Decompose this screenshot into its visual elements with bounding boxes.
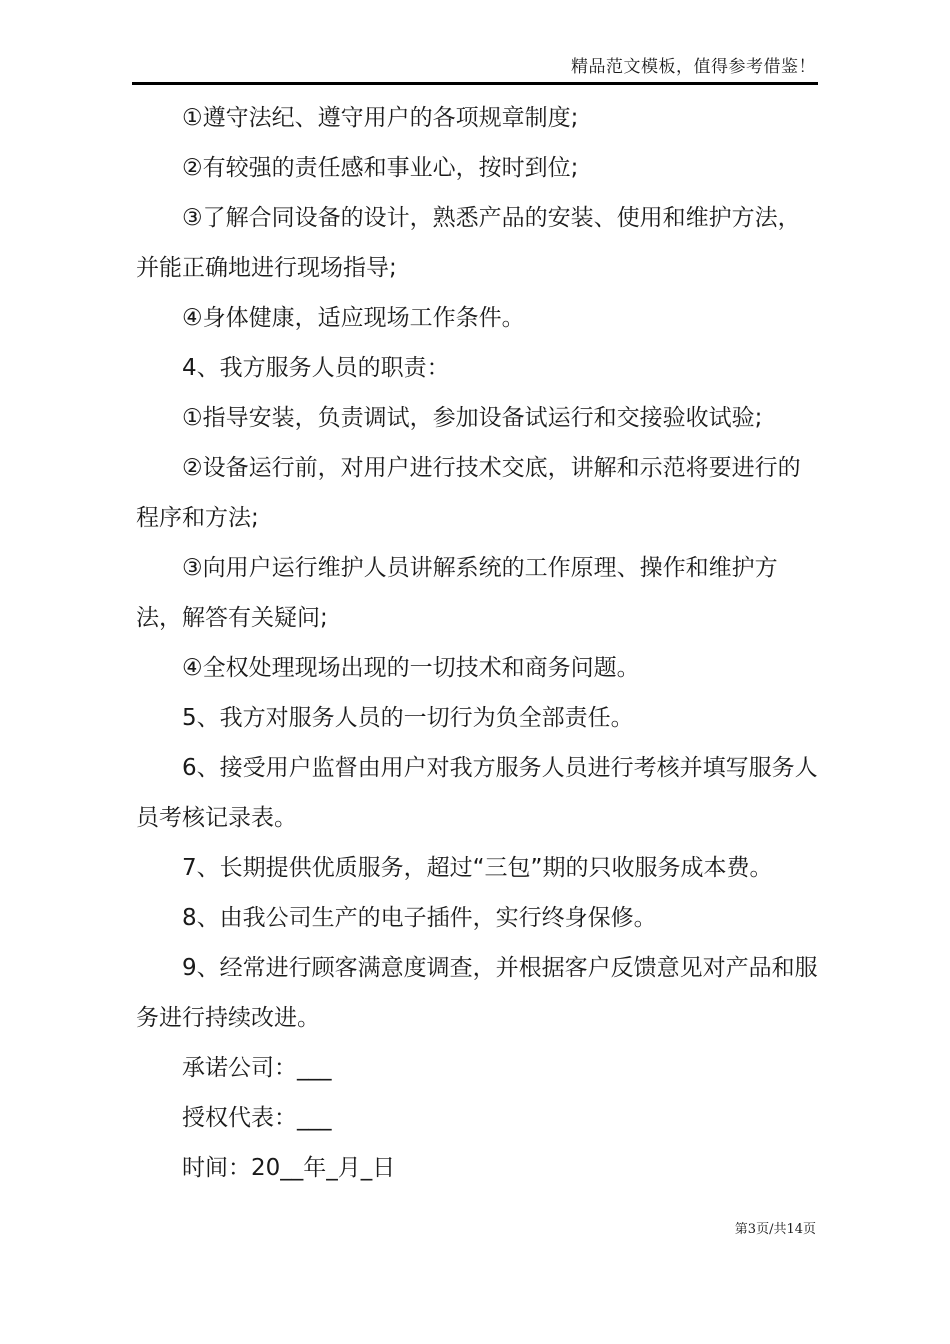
paragraph: ③向用户运行维护人员讲解系统的工作原理、操作和维护方法，解答有关疑问;: [136, 555, 778, 631]
paragraph: 4、我方服务人员的职责：: [182, 355, 450, 381]
paragraph: ②有较强的责任感和事业心，按时到位;: [182, 155, 579, 181]
page-header: 精品范文模板，值得参考借鉴！: [571, 57, 816, 77]
page-number: 第3页/共14页: [734, 1222, 816, 1237]
paragraph: ④全权处理现场出现的一切技术和商务问题。: [182, 655, 640, 681]
signature-date: 时间：20__年_月_日: [182, 1155, 396, 1181]
signature-company: 承诺公司：___: [182, 1055, 332, 1081]
paragraph: 7、长期提供优质服务，超过“三包”期的只收服务成本费。: [182, 855, 773, 881]
paragraph: 5、我方对服务人员的一切行为负全部责任。: [182, 705, 634, 731]
paragraph: ④身体健康，适应现场工作条件。: [182, 305, 525, 331]
paragraph: 9、经常进行顾客满意度调查，并根据客户反馈意见对产品和服务进行持续改进。: [136, 955, 818, 1031]
document-body: [136, 93, 818, 1193]
paragraph: 8、由我公司生产的电子插件，实行终身保修。: [182, 905, 657, 931]
paragraph: ③了解合同设备的设计，熟悉产品的安装、使用和维护方法，并能正确地进行现场指导;: [136, 205, 801, 281]
paragraph: 6、接受用户监督由用户对我方服务人员进行考核并填写服务人员考核记录表。: [136, 755, 818, 831]
paragraph: ①指导安装，负责调试，参加设备试运行和交接验收试验;: [182, 405, 763, 431]
header-divider: [132, 82, 818, 85]
paragraph: ②设备运行前，对用户进行技术交底，讲解和示范将要进行的程序和方法;: [136, 455, 801, 531]
paragraph: ①遵守法纪、遵守用户的各项规章制度;: [182, 105, 579, 131]
signature-representative: 授权代表：___: [182, 1105, 332, 1131]
